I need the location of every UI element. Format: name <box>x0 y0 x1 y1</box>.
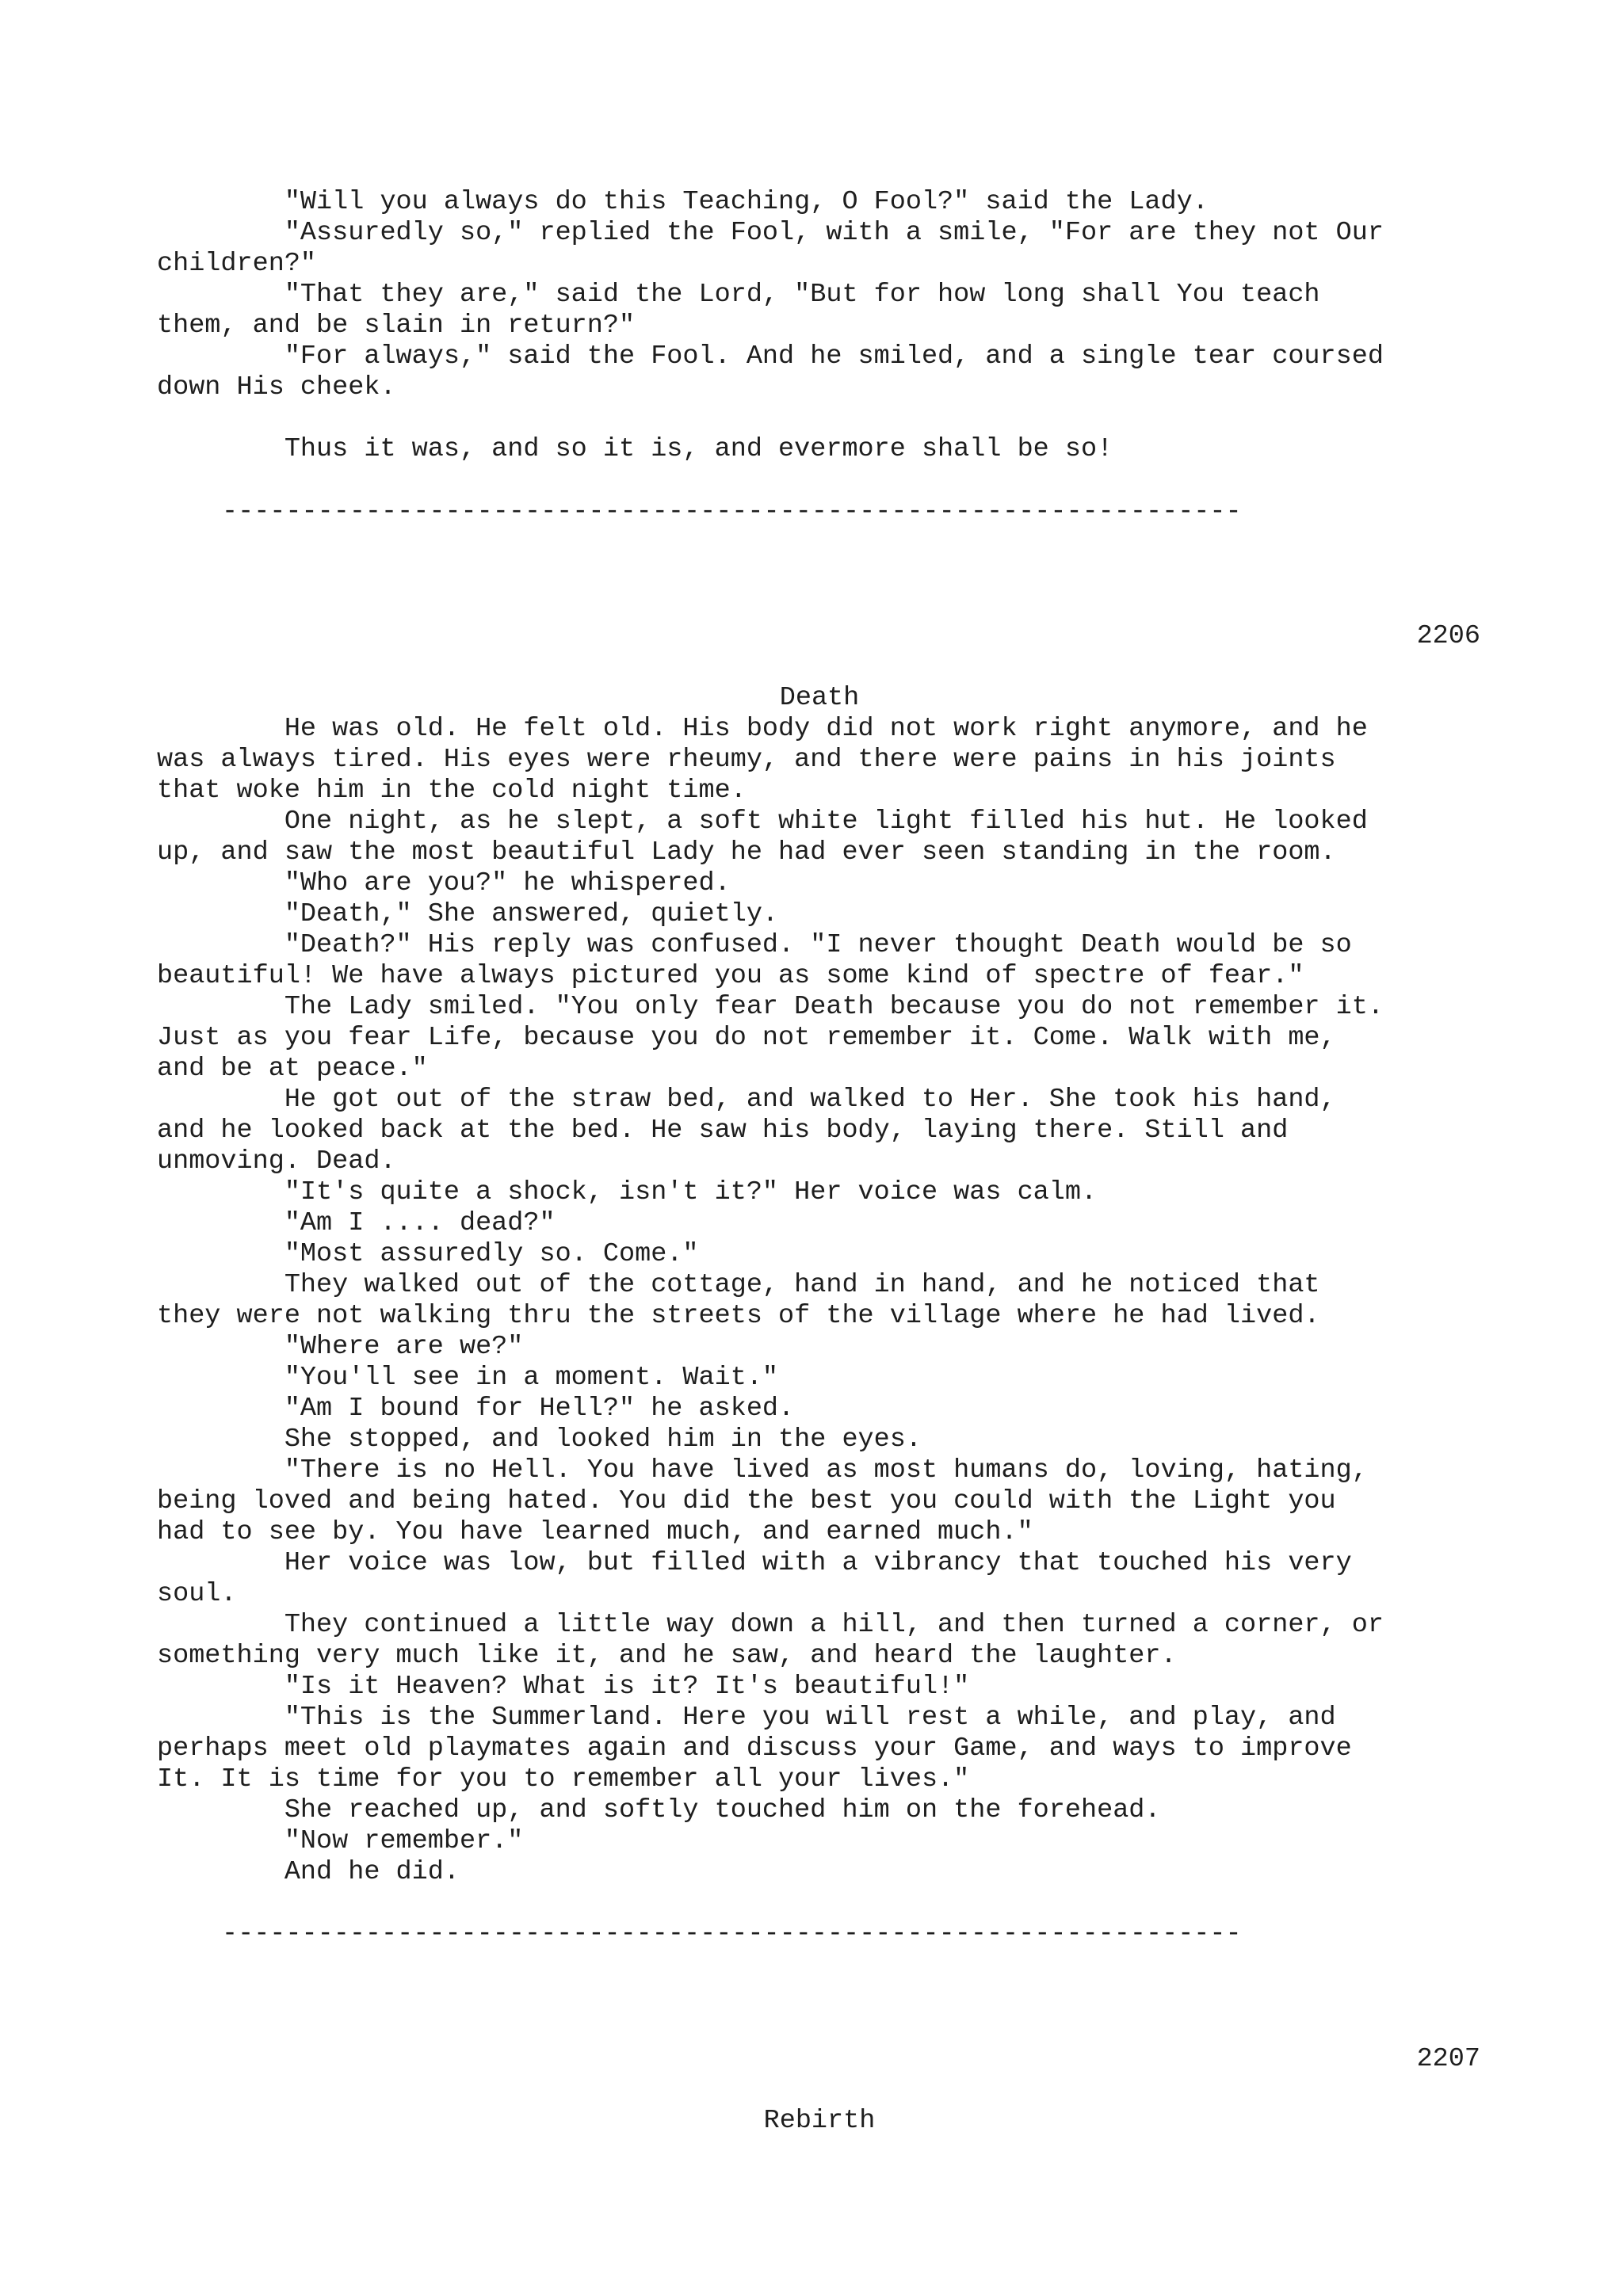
section-title-rebirth: Rebirth <box>763 2106 876 2136</box>
section-text-death: He was old. He felt old. His body did not work right anymore, and he was always tired. His eyes were rheumy, and there were pains in his joints that woke him in the cold night time. One night, as he slept, a soft white light filled his hut. He looked up, and saw the most beautiful Lady he had ever seen standing in the room. "Who are you?" he whispered. "Death," She answered, quietly. "Death?" His reply was confused. "I never thought Death would be so beautiful! We have always pictured you as some kind of spectre of fear." The Lady smiled. "You only fear Death because you do not remember it. Just as you fear Life, because you do not remember it. Come. Walk with me, and be at peace." He got out of the straw bed, and walked to Her. She took his hand, and he looked back at the bed. He saw his body, laying there. Still and unmoving. Dead. "It's quite a shock, isn't it?" Her voice was calm. "Am I .... dead?" "Most assuredly so. Come." They walked out of the cottage, hand in hand, and he noticed that they were not walking thru the streets of the village where he had lived. "Where are we?" "You'll see in a moment. Wait." "Am I bound for Hell?" he asked. She stopped, and looked him in the eyes. "There is no Hell. You have lived as most humans do, loving, hating, being loved and being hated. You did the best you could with the Light you had to see by. You have learned much, and earned much." Her voice was low, but filled with a vibrancy that touched his very soul. They continued a little way down a hill, and then turned a corner, or something very much like it, and he saw, and heard the laughter. "Is it Heaven? What is it? It's beautiful!" "This is the Summerland. Here you will rest a while, and play, and perhaps meet old playmates again and discuss your Game, and ways to improve It. It is time for you to remember all your lives." She reached up, and softly touched him on the forehead. "Now remember." And he did. <box>157 714 1384 1887</box>
page-number: 2207 <box>1416 2044 1480 2074</box>
separator-line: ---------------------------------------------------------------- <box>222 1919 1242 1949</box>
separator-line: ---------------------------------------------------------------- <box>222 497 1242 527</box>
closing-line: Thus it was, and so it is, and evermore shall be so! <box>157 434 1113 464</box>
section-text-fool-dialogue: "Will you always do this Teaching, O Fool?" said the Lady. "Assuredly so," replied the Fool, with a smile, "For are they not Our children?" "That they are," said the Lord, "But for how long shall You teach them, and be slain in return?" "For always," said the Fool. And he smiled, and a single tear coursed down His cheek. <box>157 187 1384 402</box>
section-title-death: Death <box>779 683 860 713</box>
page-number: 2206 <box>1416 621 1480 651</box>
